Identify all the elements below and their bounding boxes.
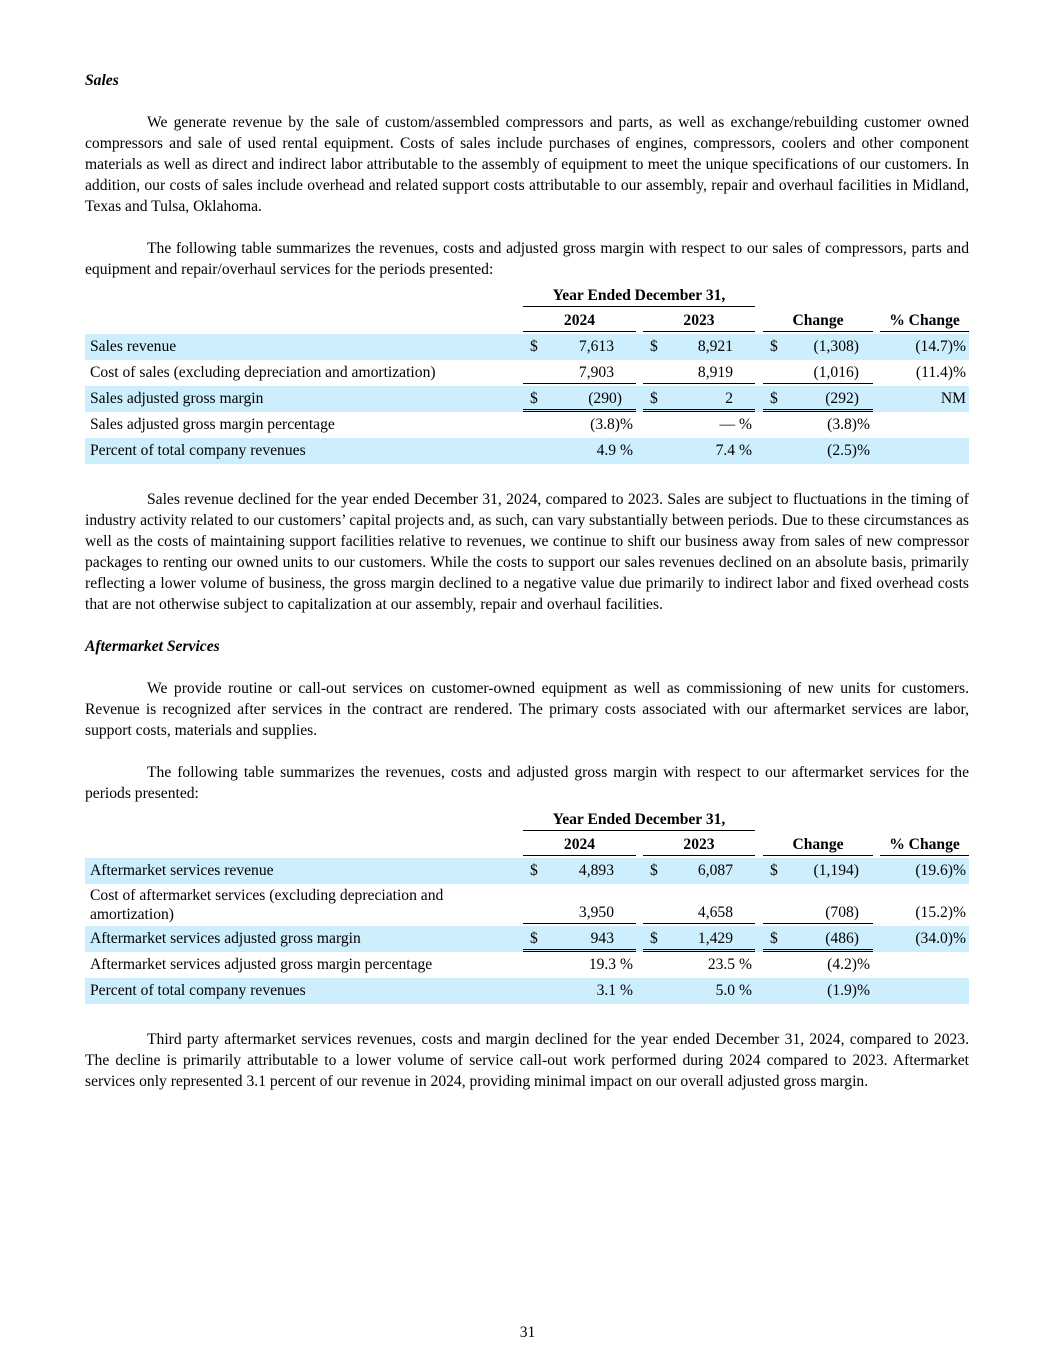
table-cell [880,902,969,923]
table-cell [763,362,873,384]
table-cell [643,440,755,461]
table-cell [523,954,636,975]
table-cell [643,388,755,412]
row-label: Aftermarket services revenue [90,862,274,879]
table-cell [643,336,755,357]
aftermarket-paragraph-2: The following table summarizes the revenues, costs and adjusted gross margin with respect to our aftermarket services for the periods presented: [85,764,969,802]
row-label: Aftermarket services adjusted gross margin percentage [90,956,433,973]
table-cell [523,902,636,924]
currency-symbol: $ [770,390,778,407]
cell-value: (1,016) [813,364,859,381]
period-header: Year Ended December 31, [523,809,755,831]
table-row [85,858,969,884]
sales-paragraph-1: We generate revenue by the sale of custom/assembled compressors and parts, as well as exchange/rebuilding customer owned compressors and sale of used rental equipment. Costs of sales include purchases of engines, compressors, coolers and other component materials as well as direct and indirect labor attributable to the assembly of equipment to meet the unique specifications of our customers. In addition, our costs of sales include overhead and related support costs attributable to our assembly, repair and overhaul facilities in Midland, Texas and Tulsa, Oklahoma. [85,114,969,215]
column-header: Change [763,835,873,856]
cell-value: 3.1 % [596,982,633,999]
cell-value: — % [719,416,752,433]
currency-symbol: $ [530,862,538,879]
cell-value: 3,950 [578,904,614,921]
sales-paragraph-2: The following table summarizes the revenues, costs and adjusted gross margin with respect to our sales of compressors, parts and equipment and repair/overhaul services for the periods presented: [85,240,969,278]
section-heading-aftermarket: Aftermarket Services [85,638,220,655]
cell-value: 6,087 [697,862,733,879]
cell-value: 4,658 [697,904,733,921]
aftermarket-paragraph-3: Third party aftermarket services revenues, costs and margin declined for the year ended December 31, 2024, compared to 2023. The decline is primarily attributable to a lower volume of service call-out work performed during 2024 compared to 2023. Aftermarket services only represented 3.1 percent of our revenue in 2024, providing minimal impact on our overall adjusted gross margin. [85,1031,969,1090]
table-cell [763,440,873,461]
cell-value: (290) [588,390,622,407]
cell-value: (11.4)% [915,364,966,381]
table-cell [880,362,969,383]
table-row [85,386,969,412]
cell-value: (19.6)% [915,862,966,879]
currency-symbol: $ [770,338,778,355]
cell-value: 943 [590,930,614,947]
cell-value: (1.9)% [827,982,870,999]
cell-value: (34.0)% [915,930,966,947]
cell-value: (14.7)% [915,338,966,355]
table-row [85,884,969,926]
table-cell [763,414,873,435]
table-cell [643,860,755,881]
table-cell [880,440,969,461]
currency-symbol: $ [650,862,658,879]
sales-table [85,284,969,464]
table-cell [763,336,873,357]
table-row [85,926,969,952]
cell-value: (708) [825,904,859,921]
aftermarket-table [85,808,969,1004]
table-cell [763,980,873,1001]
section-heading-sales: Sales [85,72,119,89]
row-label: Percent of total company revenues [90,442,306,459]
table-cell [523,362,636,384]
cell-value: 5.0 % [715,982,752,999]
table-row [85,360,969,386]
cell-value: 19.3 % [588,956,633,973]
table-cell [763,860,873,881]
table-cell [880,336,969,357]
table-cell [880,414,969,435]
row-label: Sales revenue [90,338,177,355]
cell-value: 1,429 [697,930,733,947]
aftermarket-paragraph-1: We provide routine or call-out services on customer-owned equipment as well as commissioning of new units for customers. Revenue is recognized after services in the contract are rendered. The primary costs associated with our aftermarket services are labor, support costs, materials and supplies. [85,680,969,739]
cell-value: 23.5 % [707,956,752,973]
column-header: 2024 [523,311,636,332]
table-cell [763,954,873,975]
cell-value: 4,893 [578,862,614,879]
sales-paragraph-3: Sales revenue declined for the year ended December 31, 2024, compared to 2023. Sales are subject to fluctuations in the timing of industry activity related to our customers’ capital projects and, as such, can vary substantially between periods. Due to these circumstances as well as the costs of maintaining support facilities relative to revenues, we continue to shift our business away from sales of new compressor packages to renting our owned units to our customers. While the costs to support our sales revenues declined on an absolute basis, primarily reflecting a lower volume of business, the gross margin declined to a negative value due primarily to indirect labor and fixed overhead costs that are not otherwise subject to capitalization at our assembly, repair and overhaul facilities. [85,491,969,613]
table-cell [880,954,969,975]
table-cell [523,388,636,412]
column-header: Change [763,311,873,332]
table-cell [643,902,755,924]
row-label: Sales adjusted gross margin [90,390,264,407]
table-cell [643,928,755,952]
currency-symbol: $ [530,338,538,355]
currency-symbol: $ [530,930,538,947]
cell-value: (292) [825,390,859,407]
table-cell [523,336,636,357]
table-cell [763,902,873,924]
table-cell [523,980,636,1001]
table-row [85,952,969,978]
cell-value: 2 [725,390,733,407]
row-label: Cost of sales (excluding depreciation and amortization) [90,364,436,381]
table-cell [763,928,873,952]
page-number: 31 [519,1324,536,1341]
row-label: Cost of aftermarket services (excluding depreciation and amortization) [90,887,444,923]
table-row [85,412,969,438]
cell-value: 8,921 [697,338,733,355]
table-cell [523,414,636,435]
cell-value: (15.2)% [915,904,966,921]
cell-value: (4.2)% [827,956,870,973]
column-header: 2023 [643,835,755,856]
table-cell [643,954,755,975]
period-header: Year Ended December 31, [523,285,755,307]
table-row [85,978,969,1004]
row-label: Percent of total company revenues [90,982,306,999]
cell-value: (3.8)% [590,416,633,433]
row-label: Sales adjusted gross margin percentage [90,416,335,433]
column-header: 2023 [643,311,755,332]
currency-symbol: $ [770,930,778,947]
cell-value: 4.9 % [596,442,633,459]
cell-value: (1,308) [813,338,859,355]
column-header: % Change [880,311,969,332]
cell-value: 7,613 [578,338,614,355]
table-cell [643,414,755,435]
cell-value: (2.5)% [827,442,870,459]
cell-value: (3.8)% [827,416,870,433]
column-header: 2024 [523,835,636,856]
currency-symbol: $ [530,390,538,407]
currency-symbol: $ [650,390,658,407]
currency-symbol: $ [770,862,778,879]
table-row [85,438,969,464]
cell-value: NM [940,390,966,407]
table-cell [880,928,969,949]
table-cell [643,980,755,1001]
table-cell [763,388,873,412]
row-label: Aftermarket services adjusted gross margin [90,930,361,947]
column-header: % Change [880,835,969,856]
table-cell [880,388,969,409]
cell-value: 7,903 [578,364,614,381]
table-cell [643,362,755,384]
currency-symbol: $ [650,338,658,355]
cell-value: (486) [825,930,859,947]
currency-symbol: $ [650,930,658,947]
table-cell [523,860,636,881]
table-cell [523,928,636,952]
table-cell [880,980,969,1001]
table-cell [523,440,636,461]
table-cell [880,860,969,881]
cell-value: 7.4 % [715,442,752,459]
cell-value: (1,194) [813,862,859,879]
table-row [85,334,969,360]
cell-value: 8,919 [697,364,733,381]
